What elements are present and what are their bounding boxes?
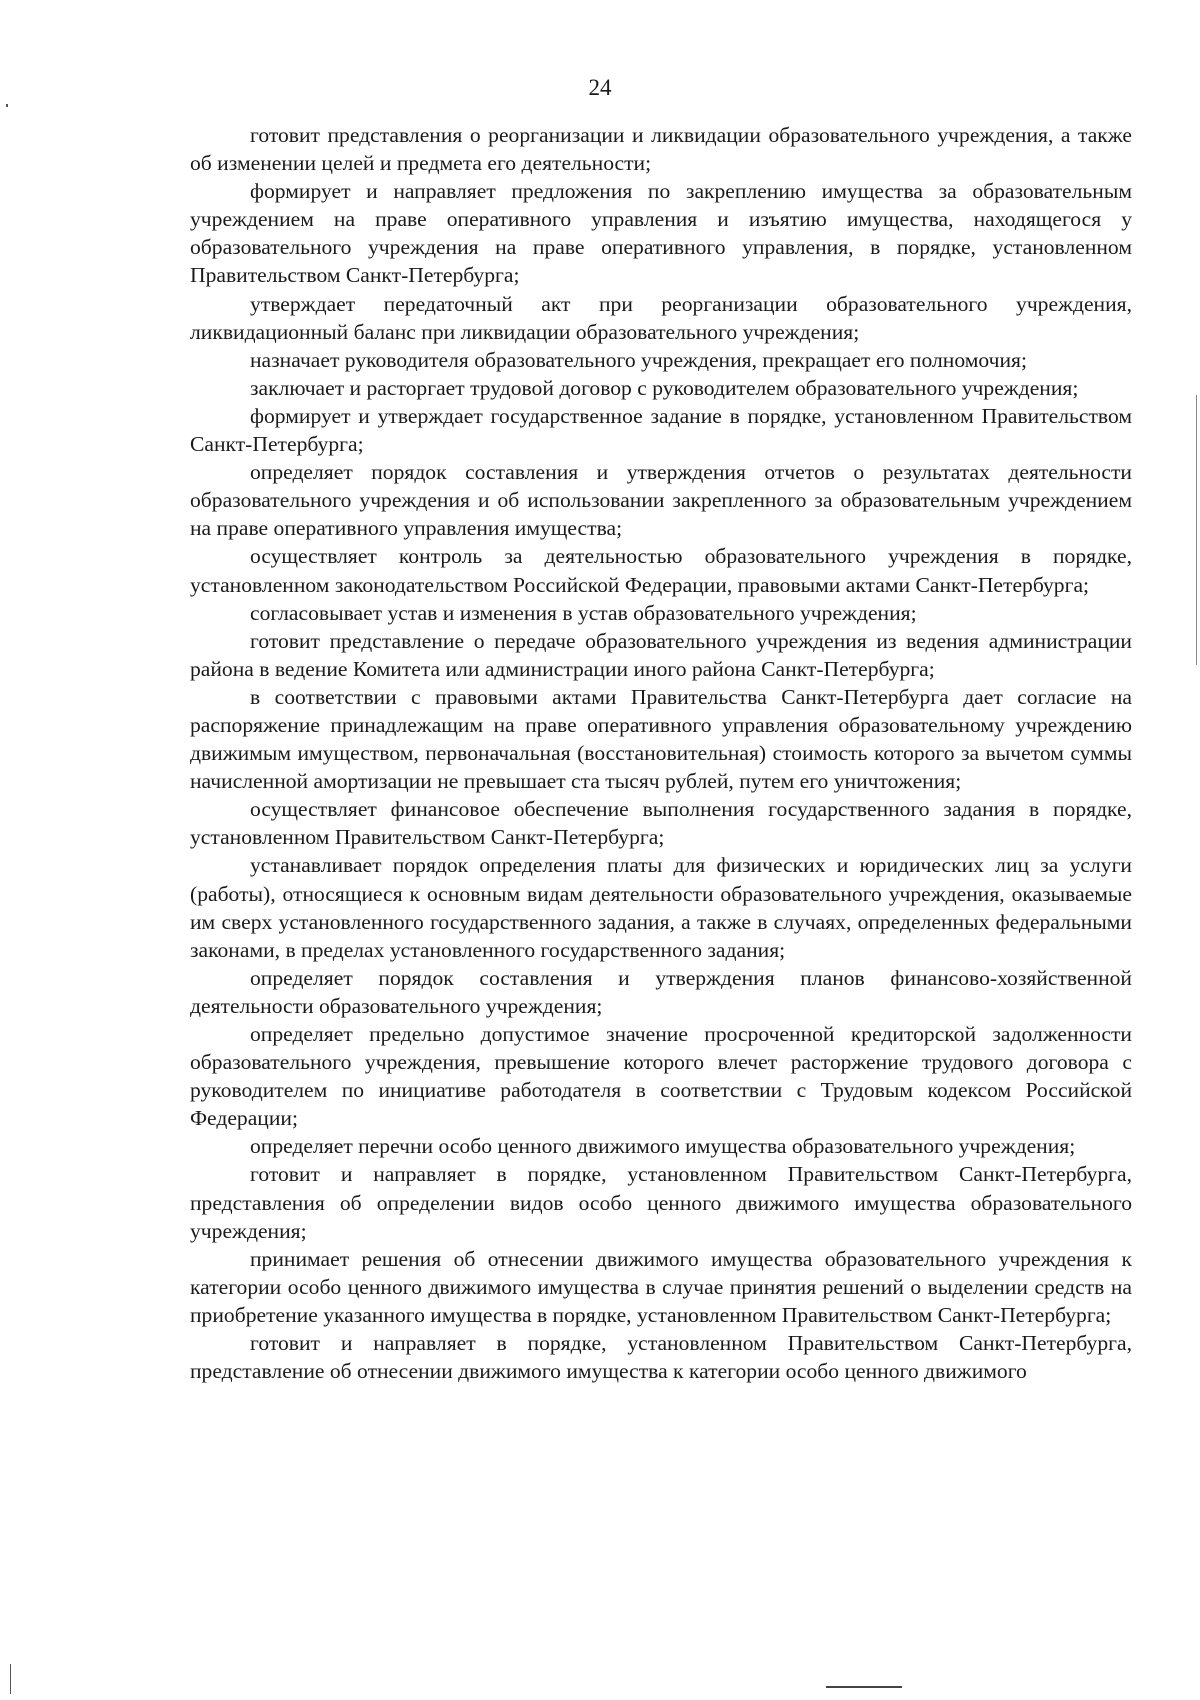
paragraph: утверждает передаточный акт при реорганизации образовательного учреждения, ликвидационный баланс при ликвидации образовательного учреждения; <box>190 291 1132 344</box>
paragraph: устанавливает порядок определения платы для физических и юридических лиц за услуги (работы), относящиеся к основным видам деятельности образовательного учреждения, оказываемые им сверх установленного государственного задания, а также в случаях, определенных федеральными законами, в пределах установленного государственного задания; <box>190 853 1132 962</box>
paragraph: определяет предельно допустимое значение просроченной кредиторской задолженности образовательного учреждения, превышение которого влечет расторжение трудового договора с руководителем по инициативе работодателя в соответствии с Трудовым кодексом Российской Федерации; <box>190 1022 1132 1131</box>
paragraph: принимает решения об отнесении движимого имущества образовательного учреждения к категории особо ценного движимого имущества в случае принятия решений о выделении средств на приобретение указанного имущества в порядке, установленном Правительством Санкт-Петербурга; <box>190 1246 1132 1327</box>
paragraph: готовит и направляет в порядке, установленном Правительством Санкт-Петербурга, представления об определении видов особо ценного движимого имущества образовательного учреждения; <box>190 1162 1132 1243</box>
paragraph: готовит представления о реорганизации и ликвидации образовательного учреждения, а также об изменении целей и предмета его деятельности; <box>190 123 1132 176</box>
scan-artifact-edge <box>1196 395 1197 665</box>
paragraph: формирует и утверждает государственное задание в порядке, установленном Правительством Санкт-Петербурга; <box>190 403 1132 457</box>
document-body <box>190 121 1132 1385</box>
paragraph: заключает и расторгает трудовой договор с руководителем образовательного учреждения; <box>250 375 1079 400</box>
page-number: 24 <box>588 75 612 100</box>
paragraph: в соответствии с правовыми актами Правительства Санкт-Петербурга дает согласие на распоряжение принадлежащим на праве оперативного управления образовательному учреждению движимым имуществом, первоначальная (восстановительная) стоимость которого за вычетом суммы начисленной амортизации не превышает ста тысяч рублей, путем его уничтожения; <box>190 684 1132 794</box>
paragraph: назначает руководителя образовательного учреждения, прекращает его полномочия; <box>250 347 1027 372</box>
paragraph: определяет порядок составления и утверждения планов финансово-хозяйственной деятельности образовательного учреждения; <box>190 965 1132 1018</box>
paragraph: готовит и направляет в порядке, установленном Правительством Санкт-Петербурга, представление об отнесении движимого имущества к категории особо ценного движимого <box>190 1331 1132 1384</box>
paragraph: согласовывает устав и изменения в устав образовательного учреждения; <box>250 600 917 625</box>
footer-rule <box>826 1686 902 1688</box>
paragraph: определяет порядок составления и утверждения отчетов о результатах деятельности образовательного учреждения и об использовании закрепленного за образовательным учреждением на праве оперативного управления имущества; <box>190 460 1132 541</box>
paragraph: готовит представление о передаче образовательного учреждения из ведения администрации района в ведение Комитета или администрации иного района Санкт-Петербурга; <box>190 628 1132 681</box>
paragraph: формирует и направляет предложения по закреплению имущества за образовательным учреждением на праве оперативного управления и изъятию имущества, находящегося у образовательного учреждения на праве оперативного управления, в порядке, установленном Правительством Санкт-Петербурга; <box>190 179 1132 288</box>
scan-artifact-dot <box>6 104 8 107</box>
paragraph: определяет перечни особо ценного движимого имущества образовательного учреждения; <box>250 1134 1076 1159</box>
scan-artifact-line <box>10 1664 11 1694</box>
paragraph: осуществляет контроль за деятельностью образовательного учреждения в порядке, установленном законодательством Российской Федерации, правовыми актами Санкт-Петербурга; <box>190 544 1132 597</box>
paragraph: осуществляет финансовое обеспечение выполнения государственного задания в порядке, установленном Правительством Санкт-Петербурга; <box>190 797 1132 850</box>
